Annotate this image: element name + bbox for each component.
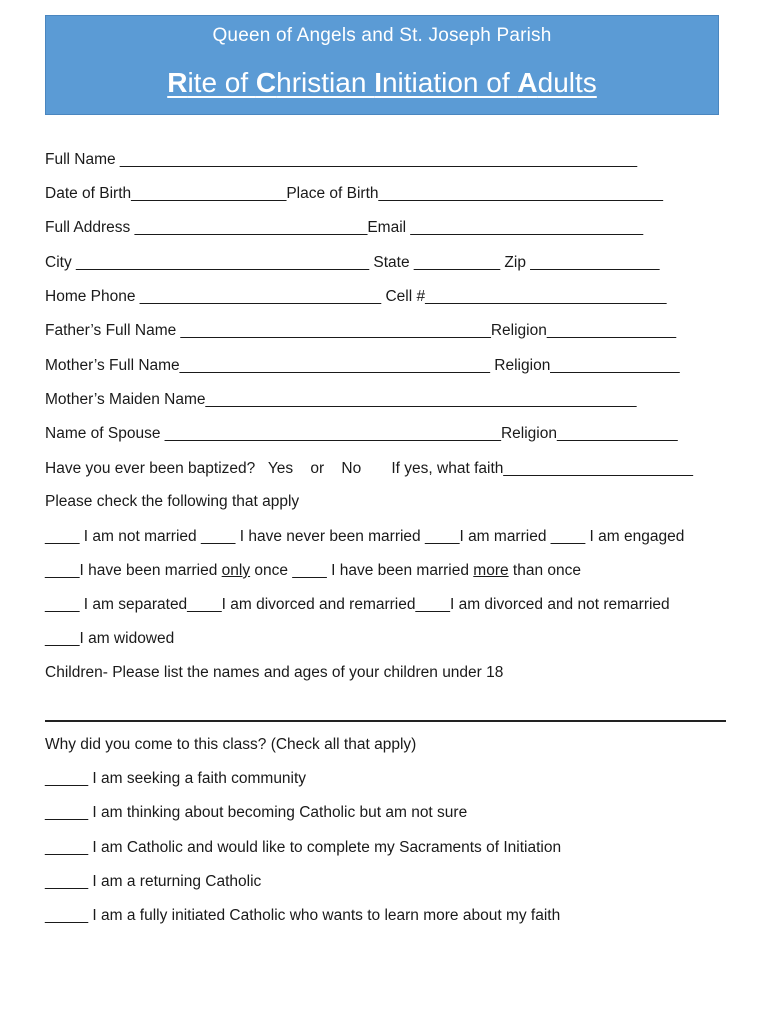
marital-option-row[interactable]: ____I am widowed bbox=[45, 630, 175, 647]
children-prompt: Children- Please list the names and ages of your children under 18 bbox=[45, 664, 504, 681]
title-part: A bbox=[517, 67, 538, 98]
title-part: R bbox=[167, 67, 188, 98]
title-part: dults bbox=[537, 67, 597, 98]
check-intro: Please check the following that apply bbox=[45, 493, 300, 510]
marital-option-row[interactable] bbox=[45, 562, 581, 580]
full-name-field[interactable]: Full Name ____________________________________________________________ bbox=[45, 151, 638, 168]
marital-emphasis: more bbox=[473, 562, 509, 579]
form-header bbox=[45, 15, 719, 115]
reason-option[interactable]: _____ I am seeking a faith community bbox=[45, 770, 307, 787]
marital-text: ____I have been married bbox=[45, 562, 222, 579]
title-part: nitiation of bbox=[381, 67, 518, 98]
title-part: hristian bbox=[276, 67, 375, 98]
reason-question: Why did you come to this class? (Check all that apply) bbox=[45, 736, 417, 753]
maiden-name-field[interactable]: Mother’s Maiden Name__________________________________________________ bbox=[45, 391, 637, 408]
address-email-field[interactable]: Full Address ___________________________Email ___________________________ bbox=[45, 219, 644, 236]
reason-option[interactable]: _____ I am a fully initiated Catholic who wants to learn more about my faith bbox=[45, 907, 561, 924]
marital-text: than once bbox=[508, 562, 582, 579]
parish-name: Queen of Angels and St. Joseph Parish bbox=[212, 25, 552, 46]
mother-field[interactable]: Mother’s Full Name____________________________________ Religion_______________ bbox=[45, 357, 680, 374]
spouse-field[interactable]: Name of Spouse _______________________________________Religion______________ bbox=[45, 425, 678, 442]
title-part: I bbox=[374, 67, 382, 98]
title-part: C bbox=[255, 67, 277, 98]
reason-option[interactable]: _____ I am thinking about becoming Catholic but am not sure bbox=[45, 804, 468, 821]
father-field[interactable]: Father’s Full Name ____________________________________Religion_______________ bbox=[45, 322, 677, 339]
marital-emphasis: only bbox=[221, 562, 251, 579]
marital-text: once ____ I have been married bbox=[250, 562, 474, 579]
title-part: ite of bbox=[187, 67, 256, 98]
baptized-question[interactable]: Have you ever been baptized? Yes or No If yes, what faith______________________ bbox=[45, 460, 694, 477]
phone-field[interactable]: Home Phone ____________________________ Cell #____________________________ bbox=[45, 288, 667, 305]
city-state-zip-field[interactable]: City __________________________________ State __________ Zip _______________ bbox=[45, 254, 660, 271]
reason-option[interactable]: _____ I am a returning Catholic bbox=[45, 873, 262, 890]
children-answer-line[interactable] bbox=[45, 720, 726, 722]
form-title bbox=[46, 67, 718, 99]
marital-option-row[interactable]: ____ I am not married ____ I have never been married ____I am married ____ I am engaged bbox=[45, 528, 685, 545]
reason-option[interactable]: _____ I am Catholic and would like to complete my Sacraments of Initiation bbox=[45, 839, 562, 856]
birth-field[interactable]: Date of Birth__________________Place of Birth_________________________________ bbox=[45, 185, 663, 202]
marital-option-row[interactable]: ____ I am separated____I am divorced and remarried____I am divorced and not remarried bbox=[45, 596, 670, 613]
